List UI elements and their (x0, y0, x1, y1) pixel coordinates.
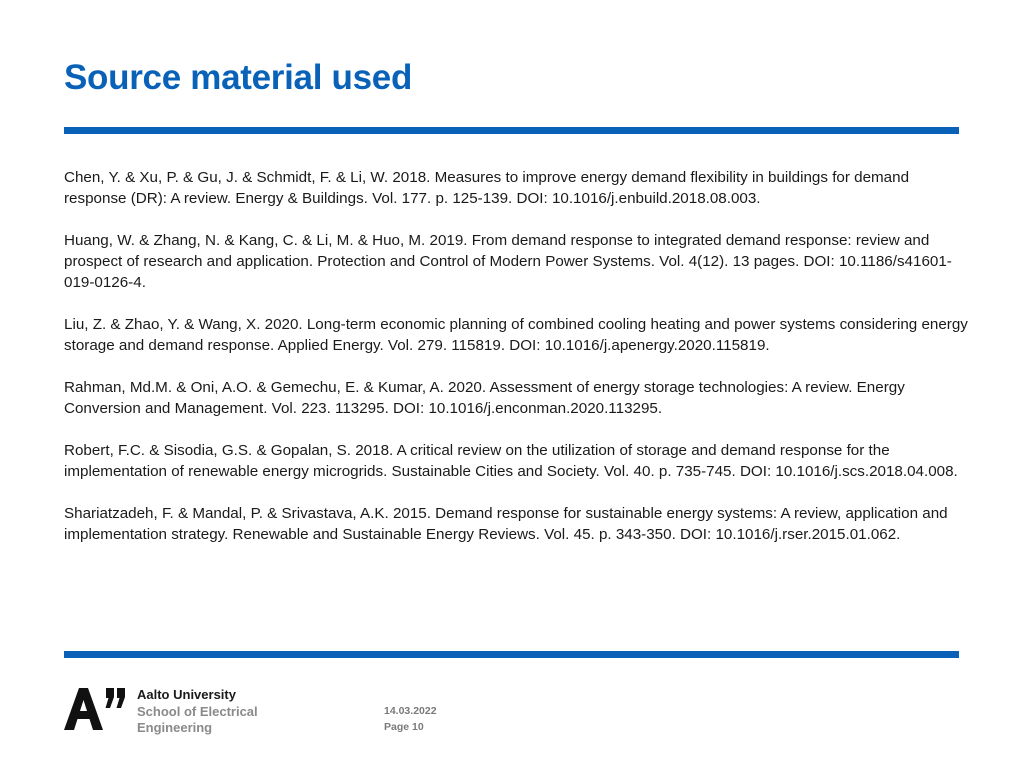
reference-item: Rahman, Md.M. & Oni, A.O. & Gemechu, E. & Kumar, A. 2020. Assessment of energy storage technologies: A review. Energy Conversion and Management. Vol. 223. 113295. DOI: 10.1016/j.enconman.2020.113295. (64, 379, 905, 417)
title-divider (64, 127, 959, 134)
aalto-logo-glyph (64, 688, 128, 730)
slide-title: Source material used (64, 58, 413, 97)
school-name-line-1: School of Electrical (137, 703, 258, 719)
page-number: Page 10 (384, 721, 424, 733)
footer-meta (384, 703, 437, 735)
footer-divider (64, 651, 959, 658)
reference-item: Shariatzadeh, F. & Mandal, P. & Srivastava, A.K. 2015. Demand response for sustainable energy systems: A review, application and implementation strategy. Renewable and Sustainable Energy Reviews. Vol. 45. p. 343-350. DOI: 10.1016/j.rser.2015.01.062. (64, 505, 948, 543)
reference-list (64, 167, 969, 566)
school-name-line-2: Engineering (137, 720, 213, 735)
aalto-logo-icon (64, 688, 128, 730)
organization-name (137, 687, 258, 737)
university-name: Aalto University (137, 687, 236, 702)
slide-date: 14.03.2022 (384, 705, 437, 717)
reference-item: Huang, W. & Zhang, N. & Kang, C. & Li, M. & Huo, M. 2019. From demand response to integrated demand response: review and prospect of research and application. Protection and Control of Modern Power Systems. Vol. 4(12). 13 pages. DOI: 10.1186/s41601-019-0126-4. (64, 232, 952, 291)
reference-item: Chen, Y. & Xu, P. & Gu, J. & Schmidt, F. & Li, W. 2018. Measures to improve energy demand flexibility in buildings for demand response (DR): A review. Energy & Buildings. Vol. 177. p. 125-139. DOI: 10.1016/j.enbuild.2018.08.003. (64, 169, 910, 207)
reference-item: Robert, F.C. & Sisodia, G.S. & Gopalan, S. 2018. A critical review on the utilization of storage and demand response for the implementation of renewable energy microgrids. Sustainable Cities and Society. Vol. 40. p. 735-745. DOI: 10.1016/j.scs.2018.04.008. (64, 442, 958, 480)
reference-item: Liu, Z. & Zhao, Y. & Wang, X. 2020. Long-term economic planning of combined cooling heating and power systems considering energy storage and demand response. Applied Energy. Vol. 279. 115819. DOI: 10.1016/j.apenergy.2020.115819. (64, 316, 968, 354)
